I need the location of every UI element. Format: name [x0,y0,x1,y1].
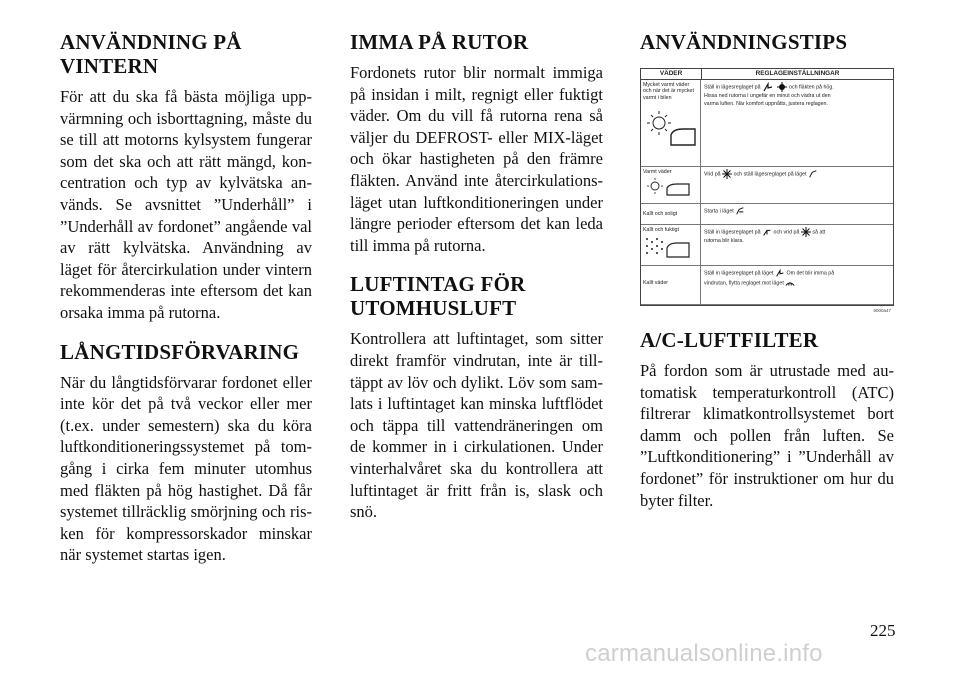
row1-setting-text2: och fläkten på hög. [789,84,834,91]
heading-winter [60,30,312,78]
row1-weather-line2: och när det är mycket [643,88,694,95]
row4-setting-text3: så att [812,229,826,236]
floor-mode-icon [762,82,774,92]
heading-outside-air-intake [350,272,603,320]
row5-setting-text2: Om det blir imma på [786,270,835,277]
column-middle [350,30,603,533]
row3-weather: Kallt och soligt [643,211,678,217]
defrost-mode-icon [785,278,795,288]
row1-weather-line3: varmt i bilen [643,94,672,101]
row5-setting-text1: Ställ in lägesreglaget på läget [704,270,774,277]
heading-long-storage: LÅNGTIDSFÖRVARING [60,339,300,364]
row1-setting-text1: Ställ in lägesreglaget på [704,84,761,91]
row4-setting-text2: och vrid på [773,229,800,236]
hot-sun-car-icon [643,103,699,151]
row2-setting-text1: Vrid på [704,171,721,178]
row5-weather: Kallt väder [643,280,669,286]
tips-row-cold-sunny [641,204,893,225]
heading-winter-line2: VINTERN [60,54,159,78]
row4-setting-text1: Ställ in lägesreglaget på [704,229,761,236]
rain-car-icon [643,233,693,259]
usage-tips-table [640,68,894,313]
figure-code: 9000a47 [873,308,891,313]
ac-snowflake-icon [722,169,732,179]
row3-setting-text: Starta i läget [704,208,734,215]
paragraph-long-storage: När du långtidsförvarar fordonet eller inte kör det på två veckor eller mer (t.ex. under semestern) ska du köra luftkonditioneringssystemet på tom- gång i cirka fem minuter utomhus med fläkten på hög hastighet. Då får systemet tillräcklig smörjning och ris- ken för kompressorskador minskar när systemet startas igen. [60,372,312,565]
bi-level-mode-icon [735,206,745,216]
floor-mode-icon [775,268,785,278]
tips-row-cold [641,266,893,305]
column-left [60,30,312,576]
paragraph-fogged-windows: Fordonets rutor blir normalt immiga på insidan i milt, regnigt eller fuktigt väder. Om du vill få rutorna rena så väljer du DEFROST- eller MIX-läget och ökar hastigheten på den främre fläkten. Använd inte återcirkulations- läget utan luftkonditioneringen under längre perioder eftersom det kan leda till imma på rutorna. [350,63,603,255]
tips-row-warm [641,167,893,204]
paragraph-ac-filter: På fordon som är utrustade med au- tomatisk temperaturkontroll (ATC) filtrerar klimatkontrollsystemet bort damm och pollen från luften. Se ”Luftkonditionering” i ”Underhåll av fordonet” för instruktioner om hur du byter filter. [640,361,894,510]
paragraph-winter: För att du ska få bästa möjliga upp- värmning och isborttagning, måste du se till att motorns kylsystem fungerar som det ska och att rätt mängd, kon- centration och typ av kylvätska an- vänds. Se avsnittet ”Underhåll” i ”Underhåll av fordonet” angående val av rätt kylvätska. Användning av läget för återcirkulation under vintern rekommenderas inte eftersom det kan orsaka imma på rutorna. [60,87,312,322]
heading-air-intake-line1: LUFTINTAG FÖR [350,272,526,297]
tips-row-very-hot [641,80,893,167]
heading-fogged-windows: IMMA PÅ RUTOR [350,30,529,54]
row5-setting-text3: vindrutan, flytta reglaget mot läget [704,280,784,287]
fan-high-icon [776,82,788,92]
heading-usage-tips: ANVÄNDNINGSTIPS [640,30,848,54]
heading-ac-filter: A/C-LUFTFILTER [640,328,819,352]
mix-mode-icon [762,227,772,237]
tips-table-header [641,69,893,80]
warm-sun-car-icon [643,175,693,197]
row2-weather: Varmt väder [643,169,672,175]
row4-weather: Kallt och fuktigt [643,227,679,233]
ac-snowflake-icon [801,227,811,237]
watermark: carmanualsonline.info [585,640,823,667]
row1-setting-text3: Hissa ned rutorna i ungefär en minut och vädra ut den [704,93,831,99]
heading-air-intake-line2: UTOMHUSLUFT [350,296,517,321]
paragraph-outside-air-intake: Kontrollera att luftintaget, som sitter direkt framför vindrutan, inte är till- täppt av löv och dylikt. Löv som sam- lats i luftintaget kan minska luftflödet och täppa till vattendräneringen om de kommer in i cirkulationen. Under vinterhalvåret ska du kontrollera att luftintaget är fritt från is, slask och snö. [350,329,603,522]
row1-setting-text4: varma luften. När komfort uppnåtts, justera reglagen. [704,101,828,107]
heading-winter-line1: ANVÄNDNING PÅ [60,30,242,54]
row1-weather-line1: Mycket varmt väder [643,82,690,88]
panel-mode-icon [808,169,818,179]
column-right [640,30,894,521]
row2-setting-text2: och ställ lägesreglaget på läget [733,171,807,178]
row4-setting-text4: rutorna blir klara. [704,238,744,244]
tips-row-cold-humid [641,225,893,266]
tips-header-settings: REGLAGEINSTÄLLNINGAR [755,70,840,77]
tips-header-weather: VÄDER [641,69,702,79]
page-number: 225 [870,621,896,640]
